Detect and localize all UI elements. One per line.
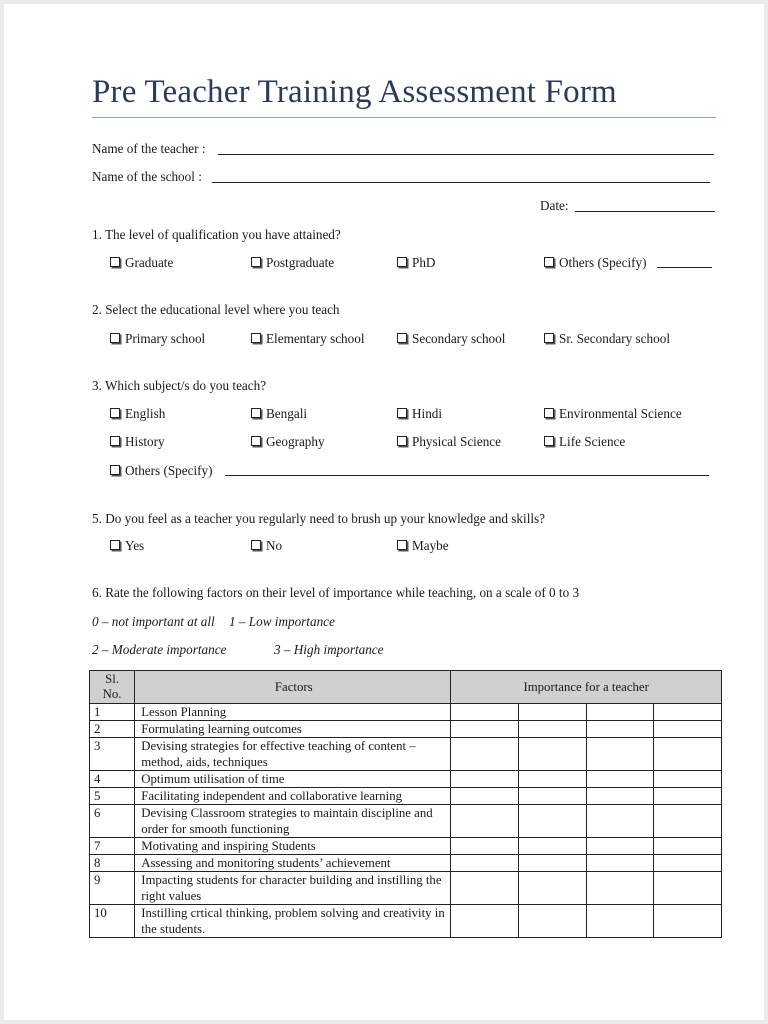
scale-0-label: 0 – not important at all: [92, 614, 215, 629]
importance-rating-cell[interactable]: [586, 805, 654, 838]
importance-rating-cell[interactable]: [654, 855, 722, 872]
q3-option-bengali[interactable]: Bengali: [251, 406, 307, 422]
header-factors: Factors: [135, 671, 451, 704]
importance-rating-cell[interactable]: [518, 855, 586, 872]
q1-question: 1. The level of qualification you have attained?: [92, 227, 341, 242]
header-importance: Importance for a teacher: [451, 671, 722, 704]
serial-number-cell: 8: [90, 855, 135, 872]
importance-rating-cell[interactable]: [451, 872, 519, 905]
checkbox[interactable]: [397, 540, 407, 550]
table-row: [90, 905, 722, 938]
q3-option-others[interactable]: Others (Specify): [110, 463, 213, 479]
serial-number-cell: 4: [90, 771, 135, 788]
factor-cell: Devising strategies for effective teaching of content – method, aids, techniques: [135, 738, 451, 771]
checkbox[interactable]: [544, 436, 554, 446]
checkbox[interactable]: [110, 257, 120, 267]
title-underline: [92, 117, 716, 118]
importance-rating-cell[interactable]: [518, 905, 586, 938]
checkbox[interactable]: [397, 408, 407, 418]
importance-rating-cell[interactable]: [586, 788, 654, 805]
importance-rating-cell[interactable]: [654, 771, 722, 788]
q3-option-life-science[interactable]: Life Science: [544, 434, 625, 450]
checkbox[interactable]: [110, 408, 120, 418]
factor-cell: Facilitating independent and collaborative learning: [135, 788, 451, 805]
checkbox[interactable]: [110, 465, 120, 475]
checkbox[interactable]: [251, 540, 261, 550]
page-title: Pre Teacher Training Assessment Form: [92, 74, 617, 110]
scale-1-label: 1 – Low importance: [229, 614, 335, 629]
importance-rating-cell[interactable]: [654, 738, 722, 771]
table-row: [90, 771, 722, 788]
importance-rating-cell[interactable]: [451, 788, 519, 805]
importance-rating-cell[interactable]: [451, 855, 519, 872]
scale-3-label: 3 – High importance: [274, 642, 384, 657]
q2-option-sr-secondary[interactable]: Sr. Secondary school: [544, 331, 670, 347]
importance-rating-cell[interactable]: [586, 704, 654, 721]
serial-number-cell: 9: [90, 872, 135, 905]
importance-rating-cell[interactable]: [654, 872, 722, 905]
serial-number-cell: 5: [90, 788, 135, 805]
checkbox[interactable]: [251, 257, 261, 267]
table-row: [90, 838, 722, 855]
importance-rating-cell[interactable]: [451, 704, 519, 721]
factor-cell: Devising Classroom strategies to maintain discipline and order for smooth functioning: [135, 805, 451, 838]
serial-number-cell: 3: [90, 738, 135, 771]
serial-number-cell: 2: [90, 721, 135, 738]
serial-number-cell: 6: [90, 805, 135, 838]
table-row: [90, 855, 722, 872]
q3-others-field[interactable]: [225, 475, 709, 476]
importance-rating-cell[interactable]: [586, 855, 654, 872]
table-row: [90, 721, 722, 738]
q1-option-graduate[interactable]: Graduate: [110, 255, 173, 271]
importance-rating-cell[interactable]: [586, 838, 654, 855]
date-label: Date:: [540, 198, 569, 213]
checkbox[interactable]: [251, 333, 261, 343]
importance-rating-cell[interactable]: [518, 771, 586, 788]
q2-question: 2. Select the educational level where you teach: [92, 302, 340, 317]
q3-option-environmental-science[interactable]: Environmental Science: [544, 406, 682, 422]
checkbox[interactable]: [110, 333, 120, 343]
school-name-label: Name of the school :: [92, 169, 202, 184]
q1-others-field[interactable]: [657, 267, 712, 268]
date-field[interactable]: [575, 211, 715, 212]
checkbox[interactable]: [397, 333, 407, 343]
importance-rating-cell[interactable]: [586, 905, 654, 938]
q2-option-elementary[interactable]: Elementary school: [251, 331, 365, 347]
q5-option-no[interactable]: No: [251, 538, 282, 554]
q2-option-primary[interactable]: Primary school: [110, 331, 205, 347]
importance-rating-cell[interactable]: [654, 704, 722, 721]
q5-question: 5. Do you feel as a teacher you regularly need to brush up your knowledge and skills?: [92, 511, 546, 526]
importance-rating-cell[interactable]: [586, 771, 654, 788]
importance-rating-cell[interactable]: [518, 738, 586, 771]
teacher-name-field[interactable]: [218, 154, 714, 155]
q2-option-secondary[interactable]: Secondary school: [397, 331, 505, 347]
checkbox[interactable]: [397, 257, 407, 267]
importance-rating-cell[interactable]: [518, 788, 586, 805]
checkbox[interactable]: [544, 333, 554, 343]
factor-cell: Lesson Planning: [135, 704, 451, 721]
table-header-row: [90, 671, 722, 704]
teacher-name-label: Name of the teacher :: [92, 141, 206, 156]
importance-rating-cell[interactable]: [451, 771, 519, 788]
factors-table: [89, 670, 722, 938]
q1-option-others[interactable]: Others (Specify): [544, 255, 647, 271]
factor-cell: Motivating and inspiring Students: [135, 838, 451, 855]
q5-option-yes[interactable]: Yes: [110, 538, 144, 554]
q5-option-maybe[interactable]: Maybe: [397, 538, 449, 554]
importance-rating-cell[interactable]: [451, 838, 519, 855]
serial-number-cell: 10: [90, 905, 135, 938]
table-row: [90, 788, 722, 805]
factor-cell: Impacting students for character building and instilling the right values: [135, 872, 451, 905]
table-row: [90, 805, 722, 838]
importance-rating-cell[interactable]: [654, 721, 722, 738]
importance-rating-cell[interactable]: [518, 872, 586, 905]
q1-option-postgraduate[interactable]: Postgraduate: [251, 255, 334, 271]
q6-question: 6. Rate the following factors on their level of importance while teaching, on a scale of 0 to 3: [92, 585, 580, 600]
importance-rating-cell[interactable]: [654, 788, 722, 805]
q3-option-hindi[interactable]: Hindi: [397, 406, 442, 422]
importance-rating-cell[interactable]: [518, 838, 586, 855]
scale-2-label: 2 – Moderate importance: [92, 642, 227, 657]
checkbox[interactable]: [397, 436, 407, 446]
q3-option-english[interactable]: English: [110, 406, 165, 422]
table-body: [90, 704, 722, 938]
importance-rating-cell[interactable]: [654, 838, 722, 855]
importance-rating-cell[interactable]: [451, 905, 519, 938]
importance-rating-cell[interactable]: [586, 721, 654, 738]
factor-cell: Formulating learning outcomes: [135, 721, 451, 738]
school-name-field[interactable]: [212, 182, 710, 183]
q3-option-history[interactable]: History: [110, 434, 165, 450]
checkbox[interactable]: [110, 540, 120, 550]
q1-option-phd[interactable]: PhD: [397, 255, 435, 271]
q3-option-geography[interactable]: Geography: [251, 434, 325, 450]
importance-rating-cell[interactable]: [451, 805, 519, 838]
table-row: [90, 738, 722, 771]
serial-number-cell: 1: [90, 704, 135, 721]
importance-rating-cell[interactable]: [518, 704, 586, 721]
importance-rating-cell[interactable]: [518, 721, 586, 738]
checkbox[interactable]: [544, 408, 554, 418]
q3-option-physical-science[interactable]: Physical Science: [397, 434, 501, 450]
checkbox[interactable]: [251, 436, 261, 446]
importance-rating-cell[interactable]: [518, 805, 586, 838]
factor-cell: Instilling crtical thinking, problem solving and creativity in the students.: [135, 905, 451, 938]
factor-cell: Assessing and monitoring students’ achievement: [135, 855, 451, 872]
importance-rating-cell[interactable]: [654, 905, 722, 938]
importance-rating-cell[interactable]: [451, 738, 519, 771]
importance-rating-cell[interactable]: [451, 721, 519, 738]
checkbox[interactable]: [544, 257, 554, 267]
q3-question: 3. Which subject/s do you teach?: [92, 378, 267, 393]
importance-rating-cell[interactable]: [586, 738, 654, 771]
importance-rating-cell[interactable]: [586, 872, 654, 905]
table-row: [90, 872, 722, 905]
serial-number-cell: 7: [90, 838, 135, 855]
checkbox[interactable]: [110, 436, 120, 446]
document-page: [4, 4, 764, 1020]
importance-rating-cell[interactable]: [654, 805, 722, 838]
table-row: [90, 704, 722, 721]
header-serial-number: Sl. No.: [90, 671, 135, 704]
factor-cell: Optimum utilisation of time: [135, 771, 451, 788]
checkbox[interactable]: [251, 408, 261, 418]
